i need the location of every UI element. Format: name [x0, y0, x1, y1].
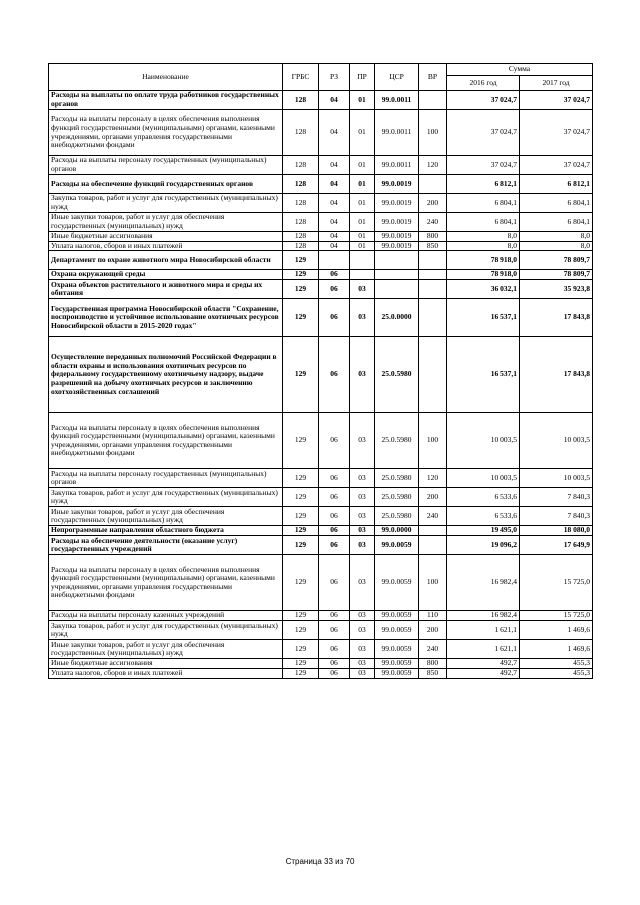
table-row	[49, 536, 593, 555]
cell-grbs: 129	[283, 611, 319, 621]
cell-sum-2016: 8,0	[447, 241, 520, 251]
table-row	[49, 669, 593, 679]
cell-name: Охрана объектов растительного и животного мира и среды их обитания	[49, 280, 283, 299]
cell-rz: 04	[319, 156, 350, 175]
cell-csr: 25.0.5980	[375, 507, 419, 526]
cell-rz: 06	[319, 555, 350, 611]
cell-name: Расходы на выплаты персоналу государственных (муниципальных) органов	[49, 469, 283, 488]
cell-name: Расходы на выплаты персоналу в целях обеспечения выполнения функций государственными (муниципальными) органами, казенными учреждениями, органами управления государственными внебюджетными фондами	[49, 555, 283, 611]
header-pr: ПР	[350, 64, 375, 91]
cell-rz: 04	[319, 91, 350, 110]
table-row	[49, 488, 593, 507]
cell-rz: 06	[319, 669, 350, 679]
cell-grbs: 129	[283, 337, 319, 413]
table-body	[49, 91, 593, 679]
table-row	[49, 299, 593, 337]
header-sum: Сумма	[447, 64, 593, 76]
cell-sum-2016: 1 621,1	[447, 621, 520, 640]
cell-sum-2016: 37 024,7	[447, 110, 520, 156]
cell-sum-2016: 10 003,5	[447, 469, 520, 488]
cell-pr: 03	[350, 640, 375, 659]
cell-name: Иные бюджетные ассигнования	[49, 659, 283, 669]
cell-grbs: 129	[283, 299, 319, 337]
cell-csr: 99.0.0059	[375, 659, 419, 669]
cell-pr: 01	[350, 175, 375, 194]
table-row	[49, 526, 593, 536]
cell-sum-2017: 10 003,5	[520, 469, 593, 488]
cell-vr: 200	[419, 621, 447, 640]
table-row	[49, 194, 593, 213]
cell-pr: 03	[350, 659, 375, 669]
cell-vr: 800	[419, 659, 447, 669]
cell-pr: 01	[350, 91, 375, 110]
cell-sum-2016: 19 096,2	[447, 536, 520, 555]
table-row	[49, 469, 593, 488]
cell-vr: 100	[419, 555, 447, 611]
cell-pr: 01	[350, 194, 375, 213]
cell-csr: 25.0.0000	[375, 299, 419, 337]
cell-name: Закупка товаров, работ и услуг для государственных (муниципальных) нужд	[49, 621, 283, 640]
cell-vr	[419, 270, 447, 280]
cell-csr: 99.0.0000	[375, 526, 419, 536]
cell-csr	[375, 251, 419, 270]
table-row	[49, 241, 593, 251]
page-number: Страница 33 из 70	[285, 857, 355, 866]
cell-pr: 03	[350, 526, 375, 536]
cell-grbs: 128	[283, 91, 319, 110]
cell-pr: 03	[350, 299, 375, 337]
cell-sum-2016: 78 918,0	[447, 270, 520, 280]
cell-rz: 06	[319, 469, 350, 488]
cell-sum-2016: 1 621,1	[447, 640, 520, 659]
cell-sum-2016: 6 812,1	[447, 175, 520, 194]
cell-pr: 03	[350, 621, 375, 640]
cell-grbs: 129	[283, 659, 319, 669]
cell-grbs: 129	[283, 251, 319, 270]
cell-csr: 25.0.5980	[375, 413, 419, 469]
cell-pr: 03	[350, 536, 375, 555]
cell-grbs: 128	[283, 232, 319, 242]
cell-name: Уплата налогов, сборов и иных платежей	[49, 669, 283, 679]
cell-grbs: 128	[283, 241, 319, 251]
cell-sum-2016: 37 024,7	[447, 156, 520, 175]
header-year-2017: 2017 год	[520, 76, 593, 91]
cell-sum-2017: 17 843,8	[520, 337, 593, 413]
cell-csr: 25.0.5980	[375, 337, 419, 413]
cell-rz: 06	[319, 280, 350, 299]
cell-vr: 850	[419, 669, 447, 679]
cell-vr: 100	[419, 413, 447, 469]
cell-sum-2017: 15 725,0	[520, 611, 593, 621]
cell-name: Осуществление переданных полномочий Российской Федерации в области охраны и использования охотничьих ресурсов по федеральному государственному охотничьему надзору, выдаче разрешений на добычу охотничьих ресурсов и заключению охотхозяйственных соглашений	[49, 337, 283, 413]
cell-grbs: 129	[283, 280, 319, 299]
cell-vr	[419, 251, 447, 270]
cell-name: Иные закупки товаров, работ и услуг для обеспечения государственных (муниципальных) нужд	[49, 213, 283, 232]
cell-name: Закупка товаров, работ и услуг для государственных (муниципальных) нужд	[49, 488, 283, 507]
cell-vr: 240	[419, 507, 447, 526]
cell-csr: 99.0.0059	[375, 669, 419, 679]
table-row	[49, 413, 593, 469]
cell-csr: 99.0.0059	[375, 611, 419, 621]
cell-name: Расходы на выплаты персоналу государственных (муниципальных) органов	[49, 156, 283, 175]
table-row	[49, 280, 593, 299]
cell-vr	[419, 91, 447, 110]
cell-csr: 99.0.0059	[375, 621, 419, 640]
cell-pr: 01	[350, 213, 375, 232]
cell-grbs: 129	[283, 640, 319, 659]
table-row	[49, 555, 593, 611]
cell-name: Расходы на выплаты персоналу в целях обеспечения выполнения функций государственными (муниципальными) органами, казенными учреждениями, органами управления государственными внебюджетными фондами	[49, 413, 283, 469]
table-row	[49, 213, 593, 232]
cell-sum-2017: 35 923,8	[520, 280, 593, 299]
cell-name: Расходы на выплаты по оплате труда работников государственных органов	[49, 91, 283, 110]
table-row	[49, 611, 593, 621]
cell-sum-2017: 1 469,6	[520, 621, 593, 640]
cell-csr: 99.0.0019	[375, 232, 419, 242]
cell-grbs: 129	[283, 555, 319, 611]
cell-vr: 240	[419, 640, 447, 659]
cell-name: Непрограммные направления областного бюджета	[49, 526, 283, 536]
cell-pr: 03	[350, 469, 375, 488]
cell-grbs: 129	[283, 469, 319, 488]
table-row	[49, 110, 593, 156]
cell-rz: 06	[319, 337, 350, 413]
cell-vr	[419, 526, 447, 536]
cell-vr: 110	[419, 611, 447, 621]
cell-grbs: 129	[283, 526, 319, 536]
cell-sum-2016: 492,7	[447, 659, 520, 669]
table-row	[49, 337, 593, 413]
cell-vr: 200	[419, 194, 447, 213]
cell-sum-2017: 8,0	[520, 232, 593, 242]
cell-name: Расходы на обеспечение деятельности (оказание услуг) государственных учреждений	[49, 536, 283, 555]
cell-sum-2016: 16 982,4	[447, 555, 520, 611]
cell-csr: 99.0.0019	[375, 175, 419, 194]
cell-sum-2016: 6 804,1	[447, 213, 520, 232]
cell-name: Иные закупки товаров, работ и услуг для обеспечения государственных (муниципальных) нужд	[49, 507, 283, 526]
cell-grbs: 129	[283, 669, 319, 679]
cell-grbs: 128	[283, 110, 319, 156]
cell-pr	[350, 270, 375, 280]
cell-sum-2017: 78 809,7	[520, 270, 593, 280]
cell-rz: 04	[319, 194, 350, 213]
cell-grbs: 129	[283, 488, 319, 507]
cell-sum-2017: 15 725,0	[520, 555, 593, 611]
cell-sum-2017: 17 649,9	[520, 536, 593, 555]
cell-name: Иные бюджетные ассигнования	[49, 232, 283, 242]
cell-rz: 04	[319, 110, 350, 156]
cell-grbs: 128	[283, 156, 319, 175]
cell-vr	[419, 175, 447, 194]
cell-name: Расходы на выплаты персоналу казенных учреждений	[49, 611, 283, 621]
cell-sum-2017: 18 080,0	[520, 526, 593, 536]
cell-csr: 25.0.5980	[375, 488, 419, 507]
cell-rz: 06	[319, 611, 350, 621]
cell-sum-2017: 17 843,8	[520, 299, 593, 337]
cell-pr: 03	[350, 488, 375, 507]
cell-csr: 25.0.5980	[375, 469, 419, 488]
cell-sum-2017: 455,3	[520, 669, 593, 679]
cell-grbs: 128	[283, 194, 319, 213]
table-row	[49, 175, 593, 194]
cell-grbs: 129	[283, 536, 319, 555]
cell-csr: 99.0.0011	[375, 156, 419, 175]
cell-vr: 240	[419, 213, 447, 232]
cell-pr: 01	[350, 156, 375, 175]
cell-csr: 99.0.0059	[375, 640, 419, 659]
cell-pr	[350, 251, 375, 270]
cell-rz: 06	[319, 526, 350, 536]
cell-csr: 99.0.0019	[375, 241, 419, 251]
header-rz: РЗ	[319, 64, 350, 91]
cell-vr: 850	[419, 241, 447, 251]
cell-vr	[419, 299, 447, 337]
cell-rz: 06	[319, 536, 350, 555]
cell-csr	[375, 270, 419, 280]
header-year-2016: 2016 год	[447, 76, 520, 91]
cell-sum-2016: 19 495,0	[447, 526, 520, 536]
table-row	[49, 232, 593, 242]
cell-sum-2016: 10 003,5	[447, 413, 520, 469]
cell-pr: 01	[350, 232, 375, 242]
cell-sum-2017: 6 804,1	[520, 194, 593, 213]
cell-grbs: 129	[283, 270, 319, 280]
cell-csr: 99.0.0019	[375, 194, 419, 213]
cell-rz: 04	[319, 232, 350, 242]
cell-grbs: 128	[283, 213, 319, 232]
cell-vr	[419, 280, 447, 299]
cell-sum-2017: 8,0	[520, 241, 593, 251]
header-grbs: ГРБС	[283, 64, 319, 91]
cell-sum-2017: 6 804,1	[520, 213, 593, 232]
cell-sum-2016: 37 024,7	[447, 91, 520, 110]
cell-name: Расходы на обеспечение функций государственных органов	[49, 175, 283, 194]
cell-rz: 06	[319, 299, 350, 337]
cell-vr: 200	[419, 488, 447, 507]
table-row	[49, 156, 593, 175]
cell-csr: 99.0.0011	[375, 91, 419, 110]
cell-sum-2016: 78 918,0	[447, 251, 520, 270]
cell-sum-2016: 8,0	[447, 232, 520, 242]
table-row	[49, 270, 593, 280]
cell-name: Закупка товаров, работ и услуг для государственных (муниципальных) нужд	[49, 194, 283, 213]
cell-rz: 06	[319, 659, 350, 669]
cell-name: Охрана окружающей среды	[49, 270, 283, 280]
cell-name: Иные закупки товаров, работ и услуг для обеспечения государственных (муниципальных) нужд	[49, 640, 283, 659]
cell-sum-2017: 37 024,7	[520, 156, 593, 175]
cell-sum-2016: 6 804,1	[447, 194, 520, 213]
cell-name: Уплата налогов, сборов и иных платежей	[49, 241, 283, 251]
cell-rz: 06	[319, 270, 350, 280]
cell-vr	[419, 337, 447, 413]
cell-pr: 01	[350, 241, 375, 251]
cell-rz: 06	[319, 621, 350, 640]
cell-pr: 03	[350, 669, 375, 679]
cell-sum-2016: 16 537,1	[447, 299, 520, 337]
cell-rz: 06	[319, 640, 350, 659]
cell-pr: 03	[350, 337, 375, 413]
cell-grbs: 128	[283, 175, 319, 194]
cell-rz: 06	[319, 413, 350, 469]
cell-name: Государственная программа Новосибирской области "Сохранение, воспроизводство и устойчивое использование охотничьих ресурсов Новосибирской области в 2015-2020 годах"	[49, 299, 283, 337]
header-vr: ВР	[419, 64, 447, 91]
cell-sum-2016: 16 982,4	[447, 611, 520, 621]
table-row	[49, 507, 593, 526]
cell-vr: 100	[419, 110, 447, 156]
table-row	[49, 91, 593, 110]
cell-sum-2017: 78 809,7	[520, 251, 593, 270]
cell-grbs: 129	[283, 413, 319, 469]
cell-grbs: 129	[283, 507, 319, 526]
header-name: Наименование	[49, 64, 283, 91]
cell-sum-2016: 16 537,1	[447, 337, 520, 413]
cell-sum-2016: 6 533,6	[447, 507, 520, 526]
cell-rz: 06	[319, 507, 350, 526]
cell-grbs: 129	[283, 621, 319, 640]
cell-rz: 04	[319, 241, 350, 251]
cell-vr: 120	[419, 156, 447, 175]
cell-vr: 800	[419, 232, 447, 242]
cell-name: Департамент по охране животного мира Новосибирской области	[49, 251, 283, 270]
budget-table	[48, 63, 593, 679]
cell-sum-2017: 10 003,5	[520, 413, 593, 469]
cell-sum-2017: 1 469,6	[520, 640, 593, 659]
table-row	[49, 251, 593, 270]
cell-sum-2017: 7 840,3	[520, 507, 593, 526]
table-row	[49, 659, 593, 669]
cell-sum-2016: 492,7	[447, 669, 520, 679]
header-csr: ЦСР	[375, 64, 419, 91]
cell-pr: 03	[350, 280, 375, 299]
cell-vr: 120	[419, 469, 447, 488]
cell-pr: 03	[350, 413, 375, 469]
cell-pr: 03	[350, 611, 375, 621]
cell-name: Расходы на выплаты персоналу в целях обеспечения выполнения функций государственными (муниципальными) органами, казенными учреждениями, органами управления государственными внебюджетными фондами	[49, 110, 283, 156]
cell-rz: 04	[319, 213, 350, 232]
cell-csr: 99.0.0059	[375, 536, 419, 555]
cell-csr: 99.0.0011	[375, 110, 419, 156]
cell-rz: 06	[319, 488, 350, 507]
cell-pr: 03	[350, 555, 375, 611]
cell-sum-2017: 37 024,7	[520, 110, 593, 156]
cell-rz	[319, 251, 350, 270]
cell-csr	[375, 280, 419, 299]
cell-sum-2016: 36 032,1	[447, 280, 520, 299]
cell-vr	[419, 536, 447, 555]
cell-sum-2017: 37 024,7	[520, 91, 593, 110]
cell-pr: 03	[350, 507, 375, 526]
cell-sum-2017: 455,3	[520, 659, 593, 669]
cell-sum-2016: 6 533,6	[447, 488, 520, 507]
cell-pr: 01	[350, 110, 375, 156]
table-row	[49, 640, 593, 659]
cell-sum-2017: 6 812,1	[520, 175, 593, 194]
cell-sum-2017: 7 840,3	[520, 488, 593, 507]
table-row	[49, 621, 593, 640]
cell-csr: 99.0.0019	[375, 213, 419, 232]
cell-csr: 99.0.0059	[375, 555, 419, 611]
cell-rz: 04	[319, 175, 350, 194]
